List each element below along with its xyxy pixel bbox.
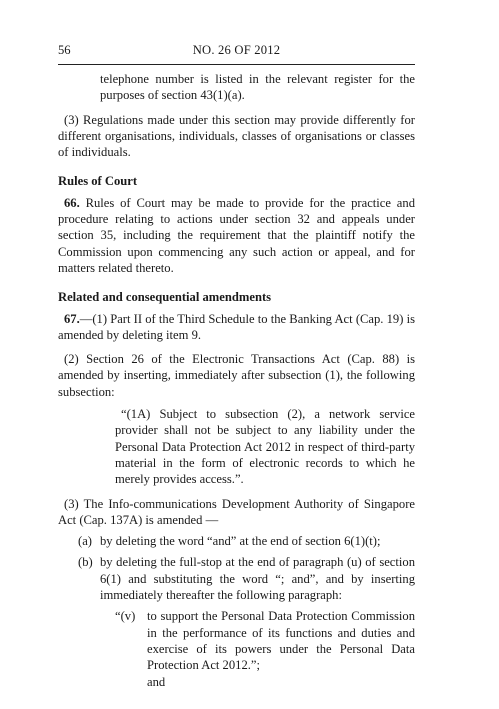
- running-head: NO. 26 OF 2012: [192, 43, 281, 57]
- header-rule: [58, 64, 415, 65]
- item-b-label: (b): [78, 555, 93, 570]
- heading-rules-of-court: Rules of Court: [58, 174, 138, 189]
- quoted-subsection-1A: “(1A) Subject to subsection (2), a network service provider shall not be subject to any liability under the Personal Data Protection Act 2012 in respect of third-party material in the form of electronic records to which he merely provides access.”.: [115, 407, 415, 487]
- heading-related-amendments: Related and consequential amendments: [58, 290, 272, 305]
- section-67-1-paragraph: [58, 311, 415, 344]
- amendment-item-b: [58, 554, 415, 603]
- section-67-1-text: —(1) Part II of the Third Schedule to the Banking Act (Cap. 19) is amended by deleting item 9.: [58, 311, 415, 342]
- trailing-and: and: [147, 674, 166, 689]
- section-66-text: Rules of Court may be made to provide for the practice and procedure relating to actions under section 32 and appeals under section 35, including the requirement that the plaintiff notify the Commission upon commencing any such action or appeal, and for matters related thereto.: [58, 195, 415, 275]
- item-a-text: by deleting the word “and” at the end of section 6(1)(t);: [100, 534, 381, 549]
- section-67-number: 67.: [64, 311, 80, 326]
- page-number: 56: [58, 43, 71, 57]
- paragraph-v-label: “(v): [115, 609, 136, 624]
- paragraph-v-text: to support the Personal Data Protection Commission in the performance of its functions and duties and exercise of its powers under the Personal Data Protection Act 2012.”;: [147, 609, 415, 673]
- amendment-item-a: [58, 533, 415, 549]
- quoted-paragraph-v: [58, 608, 415, 673]
- subsection-3-regulations: (3) Regulations made under this section may provide differently for different organisations, individuals, classes of organisations or classes of individuals.: [58, 112, 415, 160]
- section-67-2-paragraph: (2) Section 26 of the Electronic Transactions Act (Cap. 88) is amended by inserting, immediately after subsection (1), the following subsection:: [58, 352, 415, 399]
- continuation-paragraph: telephone number is listed in the relevant register for the purposes of section 43(1)(a).: [100, 72, 415, 103]
- document-page: [58, 42, 415, 690]
- section-66-paragraph: [58, 195, 415, 276]
- item-b-text: by deleting the full-stop at the end of paragraph (u) of section 6(1) and substituting the word “; and”, and by inserting immediately thereafter the following paragraph:: [100, 555, 415, 603]
- section-67-3-paragraph: (3) The Info-communications Development Authority of Singapore Act (Cap. 137A) is amended —: [58, 496, 415, 527]
- page-header: [58, 42, 415, 60]
- section-66-number: 66.: [64, 195, 80, 210]
- item-a-label: (a): [78, 534, 92, 549]
